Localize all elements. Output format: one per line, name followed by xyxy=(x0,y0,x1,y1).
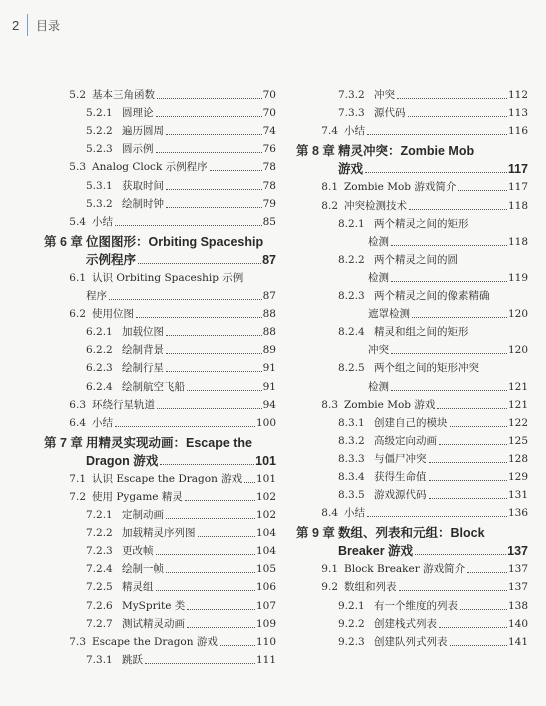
toc-chapter-continuation xyxy=(44,450,276,468)
subsection-number: 5.3.2 xyxy=(86,197,113,210)
dot-leader xyxy=(136,317,262,318)
subsection-title-cont: 检测 xyxy=(368,271,389,284)
dot-leader xyxy=(409,209,507,210)
dot-leader xyxy=(460,609,507,610)
subsection-title: 更改帧 xyxy=(122,545,154,558)
subsection-title: 高级定向动画 xyxy=(374,434,437,447)
toc-chapter-continuation xyxy=(296,158,528,176)
subsection-number: 8.3.3 xyxy=(338,452,365,465)
toc-subsection-entry xyxy=(44,120,276,138)
chapter-title-cont: 游戏 xyxy=(338,162,364,177)
section-title: 小结 xyxy=(344,125,365,138)
section-number: 7.4 xyxy=(321,125,338,138)
dot-leader xyxy=(391,390,507,391)
section-number: 7.1 xyxy=(69,472,86,485)
subsection-number: 5.3.1 xyxy=(86,179,113,192)
toc-section-entry xyxy=(44,84,276,102)
dot-leader xyxy=(185,500,255,501)
toc-subsection-entry xyxy=(296,484,528,502)
toc-section-continuation xyxy=(44,285,276,303)
page-ref: 140 xyxy=(507,617,528,630)
toc-section-entry xyxy=(44,394,276,412)
section-title: 数组和列表 xyxy=(344,581,397,594)
toc-subsection-continuation xyxy=(296,375,528,393)
toc-section-entry xyxy=(44,631,276,649)
subsection-title: 获取时间 xyxy=(122,179,164,192)
page-ref: 94 xyxy=(262,398,276,411)
toc-section-entry xyxy=(296,176,528,194)
subsection-number: 8.2.4 xyxy=(338,326,365,339)
page-ref: 112 xyxy=(507,89,528,102)
subsection-number: 5.2.3 xyxy=(86,143,113,156)
dot-leader xyxy=(166,572,255,573)
page-ref: 100 xyxy=(255,416,276,429)
section-number: 6.4 xyxy=(69,416,86,429)
subsection-title: 获得生命值 xyxy=(374,470,427,483)
chapter-number: 第 9 章 xyxy=(296,526,335,541)
subsection-title: 圆示例 xyxy=(122,143,154,156)
toc-section-entry xyxy=(296,394,528,412)
subsection-number: 7.3.3 xyxy=(338,107,365,120)
dot-leader xyxy=(157,408,262,409)
dot-leader xyxy=(156,116,262,117)
section-number: 8.1 xyxy=(321,181,338,194)
section-title: 小结 xyxy=(344,507,365,520)
page-ref: 78 xyxy=(262,161,276,174)
subsection-number: 7.2.5 xyxy=(86,581,113,594)
subsection-title: 两个精灵之间的像素精确 xyxy=(374,290,490,303)
subsection-title: 加载精灵序列图 xyxy=(122,527,196,540)
page-ref: 121 xyxy=(507,398,528,411)
page-ref: 88 xyxy=(262,326,276,339)
toc-section-entry xyxy=(296,120,528,138)
subsection-number: 8.2.1 xyxy=(338,217,365,230)
section-number: 9.2 xyxy=(321,581,338,594)
toc-subsection-entry xyxy=(44,504,276,522)
subsection-number: 8.2.3 xyxy=(338,290,365,303)
toc-section-entry xyxy=(296,194,528,212)
section-title: Escape the Dragon 游戏 xyxy=(92,635,218,648)
subsection-number: 7.2.1 xyxy=(86,509,113,522)
page-ref: 117 xyxy=(507,162,528,177)
header-divider xyxy=(27,14,28,36)
page-ref: 85 xyxy=(262,215,276,228)
section-title-cont: 程序 xyxy=(86,290,107,303)
subsection-title-cont: 检测 xyxy=(368,235,389,248)
page-ref: 131 xyxy=(507,489,528,502)
section-number: 5.2 xyxy=(69,89,86,102)
section-title: 使用 Pygame 精灵 xyxy=(92,490,183,503)
dot-leader xyxy=(145,663,255,664)
toc-subsection-continuation xyxy=(296,231,528,249)
toc-subsection-entry xyxy=(296,285,528,303)
page-ref: 120 xyxy=(507,308,528,321)
subsection-number: 7.2.6 xyxy=(86,599,113,612)
subsection-number: 7.2.2 xyxy=(86,527,113,540)
toc-subsection-continuation xyxy=(296,339,528,357)
dot-leader xyxy=(391,353,507,354)
dot-leader xyxy=(166,134,262,135)
toc-chapter-continuation xyxy=(44,249,276,267)
header-title: 目录 xyxy=(36,19,61,33)
toc-section-entry xyxy=(296,576,528,594)
toc-chapter-entry xyxy=(44,229,276,249)
toc-subsection-entry xyxy=(44,522,276,540)
dot-leader xyxy=(399,590,507,591)
subsection-title: 测试精灵动画 xyxy=(122,617,185,630)
page-ref: 113 xyxy=(507,107,528,120)
toc-section-entry xyxy=(44,156,276,174)
subsection-number: 8.2.2 xyxy=(338,253,365,266)
toc-subsection-entry xyxy=(296,448,528,466)
toc-section-entry xyxy=(44,486,276,504)
subsection-number: 9.2.1 xyxy=(338,599,365,612)
section-number: 8.3 xyxy=(321,398,338,411)
dot-leader xyxy=(391,281,507,282)
page-ref: 137 xyxy=(507,544,528,559)
subsection-number: 8.3.5 xyxy=(338,489,365,502)
toc-subsection-entry xyxy=(296,412,528,430)
page-ref: 70 xyxy=(262,107,276,120)
subsection-title: 有一个维度的列表 xyxy=(374,599,458,612)
dot-leader xyxy=(187,390,262,391)
toc-right-column xyxy=(296,84,528,649)
dot-leader xyxy=(156,152,262,153)
section-number: 7.3 xyxy=(69,635,86,648)
subsection-title: 创建栈式列表 xyxy=(374,617,437,630)
subsection-title: 跳跃 xyxy=(122,653,143,666)
section-title: Analog Clock 示例程序 xyxy=(92,161,208,174)
page-ref: 119 xyxy=(507,271,528,284)
subsection-title: 两个组之间的矩形冲突 xyxy=(374,362,479,375)
dot-leader xyxy=(166,518,255,519)
toc-subsection-continuation xyxy=(296,267,528,285)
toc-subsection-entry xyxy=(44,174,276,192)
section-number: 6.2 xyxy=(69,308,86,321)
toc-chapter-entry xyxy=(44,430,276,450)
page-ref: 104 xyxy=(255,527,276,540)
page-ref: 78 xyxy=(262,179,276,192)
dot-leader xyxy=(160,464,254,465)
toc-subsection-entry xyxy=(44,138,276,156)
dot-leader xyxy=(166,371,262,372)
toc-subsection-entry xyxy=(296,613,528,631)
dot-leader xyxy=(450,426,507,427)
toc-subsection-entry xyxy=(44,558,276,576)
section-title: 环绕行星轨道 xyxy=(92,398,155,411)
chapter-title: 用精灵实现动画：Escape the xyxy=(86,435,253,450)
dot-leader xyxy=(210,170,262,171)
page-ref: 79 xyxy=(262,197,276,210)
section-number: 6.3 xyxy=(69,398,86,411)
toc-subsection-entry xyxy=(296,357,528,375)
subsection-title: 绘制航空飞船 xyxy=(122,380,185,393)
section-number: 8.2 xyxy=(321,199,338,212)
subsection-title: MySprite 类 xyxy=(122,599,186,612)
toc-subsection-entry xyxy=(44,649,276,667)
toc-subsection-entry xyxy=(296,249,528,267)
toc-subsection-entry xyxy=(296,321,528,339)
subsection-title: 圆理论 xyxy=(122,107,154,120)
page-ref: 87 xyxy=(262,252,276,267)
section-title: 使用位图 xyxy=(92,308,134,321)
subsection-title: 与僵尸冲突 xyxy=(374,452,427,465)
toc-chapter-entry xyxy=(296,520,528,540)
toc-subsection-entry xyxy=(44,357,276,375)
toc-subsection-entry xyxy=(296,102,528,120)
subsection-title: 源代码 xyxy=(374,107,406,120)
toc-section-entry xyxy=(44,468,276,486)
chapter-title: 位图图形：Orbiting Spaceship xyxy=(86,234,264,249)
page-ref: 105 xyxy=(255,563,276,576)
dot-leader xyxy=(458,190,507,191)
subsection-title: 绘制背景 xyxy=(122,344,164,357)
page-ref: 106 xyxy=(255,581,276,594)
page-ref: 102 xyxy=(255,490,276,503)
dot-leader xyxy=(156,554,255,555)
dot-leader xyxy=(429,498,507,499)
toc-subsection-entry xyxy=(44,102,276,120)
subsection-number: 8.2.5 xyxy=(338,362,365,375)
dot-leader xyxy=(220,645,255,646)
dot-leader xyxy=(187,627,255,628)
subsection-number: 6.2.2 xyxy=(86,344,113,357)
toc-subsection-entry xyxy=(296,84,528,102)
subsection-number: 6.2.4 xyxy=(86,380,113,393)
subsection-number: 8.3.4 xyxy=(338,470,365,483)
subsection-title-cont: 遮罩检测 xyxy=(368,308,410,321)
page-ref: 87 xyxy=(262,290,276,303)
dot-leader xyxy=(415,554,506,555)
toc-subsection-entry xyxy=(44,339,276,357)
page-ref: 137 xyxy=(507,581,528,594)
page-ref: 141 xyxy=(507,635,528,648)
toc-section-entry xyxy=(44,267,276,285)
subsection-title: 绘制一帧 xyxy=(122,563,164,576)
subsection-number: 7.3.1 xyxy=(86,653,113,666)
subsection-number: 5.2.2 xyxy=(86,125,113,138)
dot-leader xyxy=(365,172,507,173)
subsection-number: 7.2.4 xyxy=(86,563,113,576)
subsection-number: 5.2.1 xyxy=(86,107,113,120)
dot-leader xyxy=(437,408,507,409)
chapter-title-cont: Dragon 游戏 xyxy=(86,453,159,468)
subsection-number: 7.2.7 xyxy=(86,617,113,630)
dot-leader xyxy=(467,572,507,573)
page-number: 2 xyxy=(12,18,20,33)
page-ref: 125 xyxy=(507,434,528,447)
section-title: 冲突检测技术 xyxy=(344,199,407,212)
section-number: 6.1 xyxy=(69,271,86,284)
section-number: 8.4 xyxy=(321,507,338,520)
page-ref: 129 xyxy=(507,470,528,483)
subsection-title: 定制动画 xyxy=(122,509,164,522)
subsection-number: 6.2.1 xyxy=(86,326,113,339)
toc-subsection-entry xyxy=(296,594,528,612)
toc-subsection-continuation xyxy=(296,303,528,321)
dot-leader xyxy=(429,462,507,463)
dot-leader xyxy=(115,225,262,226)
dot-leader xyxy=(115,426,255,427)
page-ref: 89 xyxy=(262,344,276,357)
section-title: Zombie Mob 游戏简介 xyxy=(344,181,457,194)
subsection-number: 9.2.3 xyxy=(338,635,365,648)
section-title: Block Breaker 游戏简介 xyxy=(344,563,466,576)
chapter-title-cont: Breaker 游戏 xyxy=(338,544,414,559)
page-ref: 116 xyxy=(507,125,528,138)
page-header xyxy=(0,0,546,42)
toc-chapter-continuation xyxy=(296,540,528,558)
dot-leader xyxy=(109,299,262,300)
dot-leader xyxy=(450,645,507,646)
page-ref: 122 xyxy=(507,416,528,429)
subsection-number: 7.3.2 xyxy=(338,89,365,102)
subsection-title: 精灵和组之间的矩形 xyxy=(374,326,469,339)
page-ref: 138 xyxy=(507,599,528,612)
dot-leader xyxy=(439,627,507,628)
subsection-title: 绘制时钟 xyxy=(122,197,164,210)
section-number: 5.3 xyxy=(69,161,86,174)
dot-leader xyxy=(166,189,262,190)
section-title: 认识 Orbiting Spaceship 示例 xyxy=(92,271,244,284)
page-ref: 136 xyxy=(507,507,528,520)
page-ref: 110 xyxy=(255,635,276,648)
page-ref: 111 xyxy=(255,653,276,666)
page-ref: 88 xyxy=(262,308,276,321)
dot-leader xyxy=(166,335,262,336)
chapter-number: 第 6 章 xyxy=(44,234,83,249)
page-ref: 117 xyxy=(507,181,528,194)
page-ref: 109 xyxy=(255,617,276,630)
toc-subsection-entry xyxy=(296,631,528,649)
subsection-title: 两个精灵之间的矩形 xyxy=(374,217,469,230)
toc-section-entry xyxy=(44,303,276,321)
chapter-number: 第 7 章 xyxy=(44,435,83,450)
toc-subsection-entry xyxy=(44,375,276,393)
toc-section-entry xyxy=(44,211,276,229)
subsection-title: 两个精灵之间的圆 xyxy=(374,253,458,266)
dot-leader xyxy=(367,134,507,135)
toc-subsection-entry xyxy=(296,466,528,484)
section-title: 认识 Escape the Dragon 游戏 xyxy=(92,472,243,485)
subsection-title-cont: 检测 xyxy=(368,380,389,393)
subsection-number: 6.2.3 xyxy=(86,362,113,375)
page-ref: 137 xyxy=(507,563,528,576)
toc-subsection-entry xyxy=(296,213,528,231)
page-ref: 118 xyxy=(507,235,528,248)
section-title: 基本三角函数 xyxy=(92,89,155,102)
section-number: 5.4 xyxy=(69,215,86,228)
subsection-title: 加载位图 xyxy=(122,326,164,339)
chapter-title: 精灵冲突：Zombie Mob xyxy=(338,144,475,159)
toc-left-column xyxy=(44,84,276,667)
toc-section-entry xyxy=(296,502,528,520)
page-ref: 101 xyxy=(255,453,276,468)
subsection-title-cont: 冲突 xyxy=(368,344,389,357)
chapter-title-cont: 示例程序 xyxy=(86,252,137,267)
page-ref: 128 xyxy=(507,452,528,465)
dot-leader xyxy=(408,116,507,117)
dot-leader xyxy=(391,245,507,246)
dot-leader xyxy=(412,317,507,318)
dot-leader xyxy=(156,590,255,591)
toc-subsection-entry xyxy=(44,594,276,612)
dot-leader xyxy=(367,516,507,517)
dot-leader xyxy=(157,98,262,99)
subsection-title: 创建自己的模块 xyxy=(374,416,448,429)
dot-leader xyxy=(138,263,261,264)
page-ref: 120 xyxy=(507,344,528,357)
chapter-title: 数组、列表和元组：Block xyxy=(338,526,485,541)
page-ref: 102 xyxy=(255,509,276,522)
page-ref: 118 xyxy=(507,199,528,212)
toc-subsection-entry xyxy=(296,430,528,448)
page-ref: 74 xyxy=(262,125,276,138)
toc-subsection-entry xyxy=(44,576,276,594)
section-title: 小结 xyxy=(92,215,113,228)
section-title: Zombie Mob 游戏 xyxy=(344,398,436,411)
subsection-title: 绘制行星 xyxy=(122,362,164,375)
dot-leader xyxy=(198,536,255,537)
chapter-number: 第 8 章 xyxy=(296,144,335,159)
section-number: 9.1 xyxy=(321,563,338,576)
toc-section-entry xyxy=(44,412,276,430)
page-ref: 91 xyxy=(262,380,276,393)
subsection-title: 冲突 xyxy=(374,89,395,102)
section-title: 小结 xyxy=(92,416,113,429)
subsection-title: 创建队列式列表 xyxy=(374,635,448,648)
toc-subsection-entry xyxy=(44,540,276,558)
dot-leader xyxy=(429,480,507,481)
subsection-number: 9.2.2 xyxy=(338,617,365,630)
page-ref: 91 xyxy=(262,362,276,375)
dot-leader xyxy=(166,353,262,354)
dot-leader xyxy=(166,207,262,208)
page-ref: 121 xyxy=(507,380,528,393)
page-ref: 104 xyxy=(255,545,276,558)
subsection-number: 8.3.2 xyxy=(338,434,365,447)
section-number: 7.2 xyxy=(69,490,86,503)
subsection-title: 遍历圆周 xyxy=(122,125,164,138)
page-ref: 107 xyxy=(255,599,276,612)
dot-leader xyxy=(187,609,255,610)
page-ref: 101 xyxy=(255,472,276,485)
subsection-number: 7.2.3 xyxy=(86,545,113,558)
toc-subsection-entry xyxy=(44,193,276,211)
dot-leader xyxy=(244,482,255,483)
dot-leader xyxy=(439,444,507,445)
dot-leader xyxy=(397,98,507,99)
subsection-number: 8.3.1 xyxy=(338,416,365,429)
page-ref: 76 xyxy=(262,143,276,156)
toc-subsection-entry xyxy=(44,321,276,339)
toc-subsection-entry xyxy=(44,613,276,631)
page-ref: 70 xyxy=(262,89,276,102)
toc-chapter-entry xyxy=(296,138,528,158)
subsection-title: 游戏源代码 xyxy=(374,489,427,502)
toc-section-entry xyxy=(296,558,528,576)
subsection-title: 精灵组 xyxy=(122,581,154,594)
